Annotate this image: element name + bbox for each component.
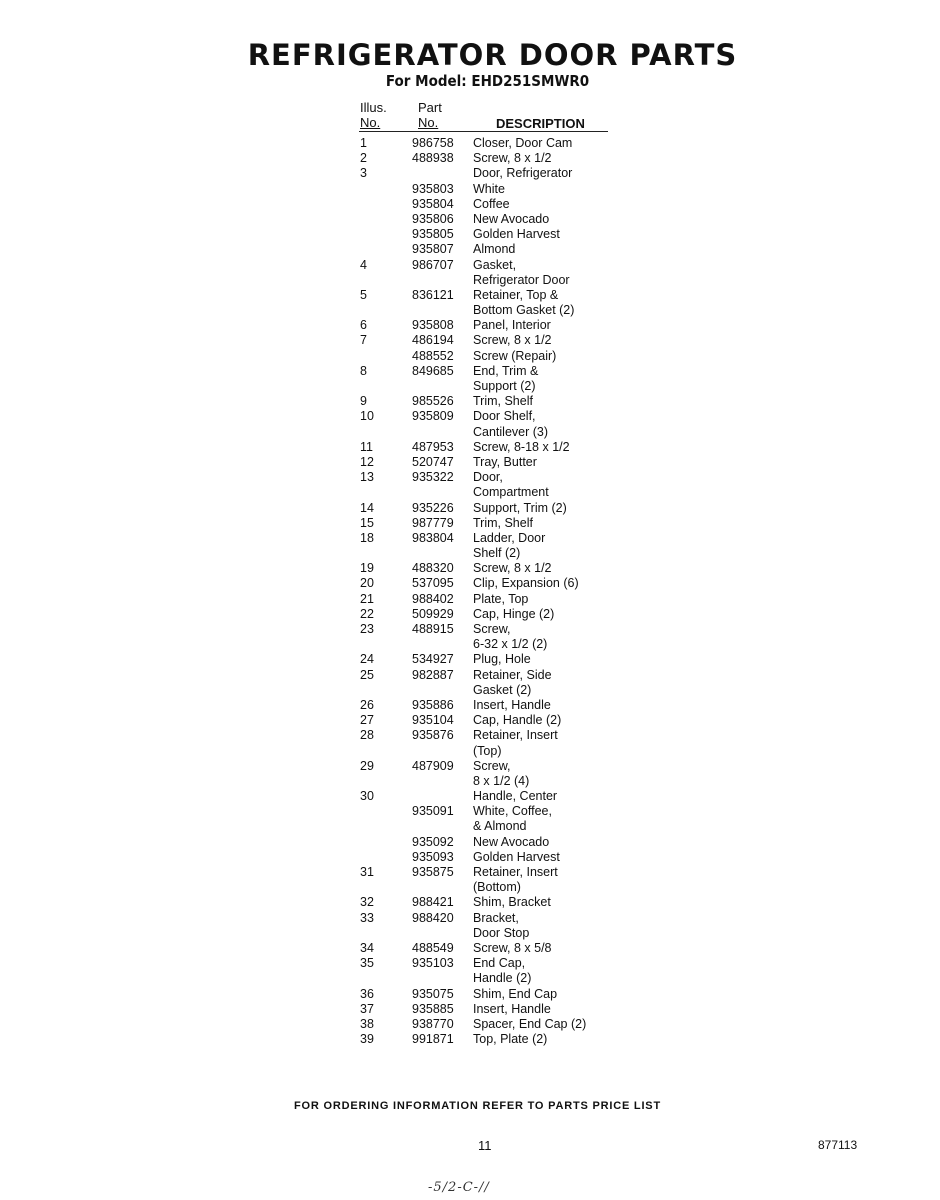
part-no-cell: 986758 xyxy=(412,136,454,150)
description-cell: 6-32 x 1/2 (2) xyxy=(473,637,548,652)
table-row xyxy=(360,713,660,728)
illus-no-cell xyxy=(360,197,412,212)
illus-no-cell: 30 xyxy=(360,789,374,804)
illus-no-cell: 27 xyxy=(360,713,374,728)
description-cell: Retainer, Side xyxy=(473,667,552,682)
description-cell: Screw, 8-18 x 1/2 xyxy=(473,439,570,454)
illus-no-cell: 7 xyxy=(360,333,367,348)
illus-no-cell: 29 xyxy=(360,758,374,773)
part-no-cell: 935322 xyxy=(412,470,454,485)
description-cell: End, Trim & xyxy=(473,363,539,378)
part-no-cell: 935803 xyxy=(412,181,454,196)
part-no-cell: 935075 xyxy=(412,986,454,1001)
table-row xyxy=(360,880,660,895)
description-cell: Tray, Butter xyxy=(473,454,537,469)
table-row xyxy=(360,865,660,880)
illus-no-cell: 21 xyxy=(360,591,374,606)
illus-no-cell xyxy=(360,242,412,257)
illus-no-cell xyxy=(360,637,412,652)
part-no-cell: 935103 xyxy=(412,956,454,971)
illus-no-cell xyxy=(360,182,412,197)
table-row xyxy=(360,698,660,713)
part-no-cell: 987779 xyxy=(412,515,454,530)
table-row xyxy=(360,182,660,197)
description-cell: Panel, Interior xyxy=(473,318,551,333)
table-row xyxy=(360,561,660,576)
table-row xyxy=(360,349,660,364)
table-row xyxy=(360,744,660,759)
table-row xyxy=(360,333,660,348)
table-row xyxy=(360,394,660,409)
illus-no-cell: 22 xyxy=(360,606,374,621)
description-cell: Clip, Expansion (6) xyxy=(473,576,579,591)
illus-no-cell: 19 xyxy=(360,561,374,576)
illus-no-cell: 38 xyxy=(360,1016,374,1031)
table-row xyxy=(360,318,660,333)
description-cell: Door, Refrigerator xyxy=(473,166,573,181)
part-no-cell: 935885 xyxy=(412,1001,454,1016)
description-cell: Cap, Hinge (2) xyxy=(473,606,555,621)
part-no-cell: 534927 xyxy=(412,652,454,667)
description-cell: Retainer, Top & xyxy=(473,287,559,302)
description-cell: White xyxy=(473,181,505,196)
description-cell: Support (2) xyxy=(473,379,536,393)
illus-no-cell xyxy=(360,212,412,227)
table-row xyxy=(360,364,660,379)
part-no-cell: 487909 xyxy=(412,758,454,773)
description-cell: Insert, Handle xyxy=(473,1001,551,1016)
illus-no-cell: 37 xyxy=(360,1001,374,1016)
illus-no-cell: 8 xyxy=(360,363,367,378)
description-cell: New Avocado xyxy=(473,834,550,849)
part-no-cell: 487953 xyxy=(412,439,454,454)
table-row xyxy=(360,850,660,865)
description-cell: Screw, 8 x 1/2 xyxy=(473,561,552,576)
table-row xyxy=(360,622,660,637)
description-cell: 8 x 1/2 (4) xyxy=(473,773,530,788)
part-no-cell: 935226 xyxy=(412,500,454,515)
part-no-cell: 537095 xyxy=(412,576,454,591)
illus-no-cell: 11 xyxy=(360,439,373,454)
part-no-cell: 935809 xyxy=(412,409,454,424)
illus-no-cell xyxy=(360,819,412,834)
description-cell: Screw, xyxy=(473,622,511,636)
illus-no-cell: 13 xyxy=(360,470,374,485)
description-cell: Door, xyxy=(473,470,503,485)
part-no-cell: 836121 xyxy=(412,287,454,302)
part-no-cell: 988421 xyxy=(412,895,454,910)
description-cell: Trim, Shelf xyxy=(473,515,533,530)
illus-no-cell xyxy=(360,273,412,288)
table-row xyxy=(360,409,660,424)
part-no-cell: 488938 xyxy=(412,151,454,166)
table-row xyxy=(360,546,660,561)
table-row xyxy=(360,273,660,288)
part-no-cell xyxy=(412,166,473,181)
illus-header-line2: No. xyxy=(360,115,381,130)
illus-no-cell: 32 xyxy=(360,895,374,910)
handwritten-note: -5/2-C-// xyxy=(428,1180,490,1195)
table-row xyxy=(360,501,660,516)
part-no-cell xyxy=(412,379,473,394)
illus-no-cell: 35 xyxy=(360,956,374,971)
part-no-cell xyxy=(412,683,473,698)
illus-no-cell xyxy=(360,850,412,865)
table-row xyxy=(360,242,660,257)
part-no-cell: 991871 xyxy=(412,1032,454,1047)
illus-no-cell xyxy=(360,379,412,394)
description-cell: Plug, Hole xyxy=(473,652,531,667)
description-cell: Plate, Top xyxy=(473,591,529,606)
table-row xyxy=(360,136,660,151)
part-no-cell: 935091 xyxy=(412,804,454,819)
table-row xyxy=(360,470,660,485)
table-row xyxy=(360,941,660,956)
description-cell: Gasket, xyxy=(473,257,517,272)
description-cell: Refrigerator Door xyxy=(473,272,570,287)
description-cell: White, Coffee, xyxy=(473,804,552,819)
table-row xyxy=(360,592,660,607)
illus-no-cell xyxy=(360,880,412,895)
illus-no-cell xyxy=(360,485,412,500)
illus-no-cell: 6 xyxy=(360,318,367,333)
description-cell: New Avocado xyxy=(473,211,550,226)
illus-header-line1: Illus. xyxy=(360,100,387,115)
description-cell: Compartment xyxy=(473,485,549,500)
illus-no-cell: 31 xyxy=(360,865,374,879)
part-no-cell: 935092 xyxy=(412,834,454,849)
illus-no-cell xyxy=(360,425,412,440)
part-no-cell xyxy=(412,789,473,804)
part-no-cell xyxy=(412,880,473,895)
description-header: DESCRIPTION xyxy=(496,116,585,131)
illus-no-cell: 4 xyxy=(360,257,367,272)
table-row xyxy=(360,166,660,181)
part-no-cell: 983804 xyxy=(412,530,454,545)
description-cell: Cantilever (3) xyxy=(473,424,549,439)
table-row xyxy=(360,440,660,455)
part-header-line1: Part xyxy=(418,100,442,115)
part-no-cell: 935876 xyxy=(412,728,454,743)
part-no-cell: 988402 xyxy=(412,591,454,606)
part-no-cell: 935808 xyxy=(412,318,454,333)
description-cell: Bottom Gasket (2) xyxy=(473,303,575,318)
parts-table xyxy=(360,136,660,1047)
part-no-cell: 935806 xyxy=(412,211,454,226)
illus-no-cell: 12 xyxy=(360,454,374,469)
description-cell: Closer, Door Cam xyxy=(473,136,573,150)
illus-no-cell: 24 xyxy=(360,652,374,667)
illus-no-cell xyxy=(360,349,412,364)
illus-no-cell xyxy=(360,804,412,819)
ordering-note: FOR ORDERING INFORMATION REFER TO PARTS PRICE LIST xyxy=(294,1100,661,1112)
part-no-cell: 935093 xyxy=(412,849,454,864)
description-cell: Retainer, Insert xyxy=(473,865,558,879)
illus-no-cell: 23 xyxy=(360,622,374,636)
table-row xyxy=(360,668,660,683)
part-no-cell xyxy=(412,774,473,789)
table-row xyxy=(360,516,660,531)
illus-no-cell xyxy=(360,303,412,318)
illus-no-cell xyxy=(360,835,412,850)
table-row xyxy=(360,212,660,227)
table-row xyxy=(360,987,660,1002)
table-row xyxy=(360,971,660,986)
illus-no-cell: 26 xyxy=(360,697,374,712)
part-no-cell: 849685 xyxy=(412,363,454,378)
illus-no-cell: 2 xyxy=(360,151,367,166)
part-no-cell: 982887 xyxy=(412,667,454,682)
description-cell: Gasket (2) xyxy=(473,682,532,697)
table-row xyxy=(360,759,660,774)
table-row xyxy=(360,835,660,850)
header-rule xyxy=(359,131,608,132)
description-cell: Screw, 8 x 1/2 xyxy=(473,333,552,348)
illus-no-cell xyxy=(360,926,412,941)
part-no-cell: 486194 xyxy=(412,333,454,348)
illus-no-cell: 18 xyxy=(360,530,374,545)
table-row xyxy=(360,1017,660,1032)
illus-no-cell: 34 xyxy=(360,940,374,955)
description-cell: Screw, 8 x 1/2 xyxy=(473,151,552,166)
table-row xyxy=(360,804,660,819)
table-row xyxy=(360,652,660,667)
table-row xyxy=(360,1032,660,1047)
description-cell: Shelf (2) xyxy=(473,546,521,561)
table-row xyxy=(360,956,660,971)
description-cell: & Almond xyxy=(473,819,527,834)
part-no-cell xyxy=(412,546,473,561)
table-row xyxy=(360,227,660,242)
part-no-cell: 986707 xyxy=(412,257,454,272)
illus-no-cell: 39 xyxy=(360,1032,374,1047)
part-no-cell: 935807 xyxy=(412,242,454,257)
table-row xyxy=(360,258,660,273)
table-row xyxy=(360,303,660,318)
illus-no-cell: 10 xyxy=(360,409,374,424)
table-row xyxy=(360,926,660,941)
description-cell: Cap, Handle (2) xyxy=(473,713,562,728)
illus-no-header xyxy=(360,100,387,130)
part-no-cell: 520747 xyxy=(412,454,454,469)
description-cell: Bracket, xyxy=(473,910,519,925)
table-row xyxy=(360,425,660,440)
part-no-cell xyxy=(412,273,473,288)
table-row xyxy=(360,576,660,591)
table-row xyxy=(360,1002,660,1017)
part-no-cell xyxy=(412,425,473,440)
illus-no-cell xyxy=(360,546,412,561)
table-row xyxy=(360,683,660,698)
description-cell: Top, Plate (2) xyxy=(473,1032,548,1047)
part-no-cell: 488552 xyxy=(412,348,454,363)
illus-no-cell: 25 xyxy=(360,667,374,682)
illus-no-cell: 1 xyxy=(360,136,367,150)
description-cell: Golden Harvest xyxy=(473,227,560,242)
part-no-cell: 935104 xyxy=(412,713,454,728)
part-no-cell: 935875 xyxy=(412,865,454,879)
table-row xyxy=(360,531,660,546)
description-cell: Handle, Center xyxy=(473,789,558,804)
description-cell: Shim, Bracket xyxy=(473,895,551,910)
description-cell: Trim, Shelf xyxy=(473,394,533,409)
part-no-cell: 509929 xyxy=(412,606,454,621)
illus-no-cell: 20 xyxy=(360,576,374,591)
part-no-cell: 488549 xyxy=(412,940,454,955)
description-cell: Support, Trim (2) xyxy=(473,500,567,515)
part-no-cell xyxy=(412,303,473,318)
table-row xyxy=(360,637,660,652)
description-cell: Retainer, Insert xyxy=(473,728,558,743)
part-no-cell: 935886 xyxy=(412,697,454,712)
model-subtitle: For Model: EHD251SMWR0 xyxy=(385,72,590,90)
part-no-cell xyxy=(412,637,473,652)
table-row xyxy=(360,197,660,212)
description-cell: Shim, End Cap xyxy=(473,986,558,1001)
part-no-cell: 988420 xyxy=(412,910,454,925)
table-row xyxy=(360,728,660,743)
part-no-cell: 938770 xyxy=(412,1016,454,1031)
description-cell: Ladder, Door xyxy=(473,530,546,545)
table-row xyxy=(360,151,660,166)
table-row xyxy=(360,485,660,500)
part-no-cell xyxy=(412,971,473,986)
illus-no-cell: 15 xyxy=(360,515,374,530)
description-cell: Insert, Handle xyxy=(473,697,551,712)
illus-no-cell: 36 xyxy=(360,986,374,1001)
illus-no-cell: 33 xyxy=(360,910,374,925)
illus-no-cell xyxy=(360,683,412,698)
part-no-cell: 935804 xyxy=(412,196,454,211)
table-row xyxy=(360,379,660,394)
illus-no-cell xyxy=(360,227,412,242)
description-cell: Handle (2) xyxy=(473,971,532,986)
part-no-cell xyxy=(412,744,473,759)
part-no-cell: 985526 xyxy=(412,394,454,409)
part-header-line2: No. xyxy=(418,115,439,130)
document-number: 877113 xyxy=(818,1138,858,1152)
illus-no-cell: 5 xyxy=(360,287,367,302)
table-row xyxy=(360,819,660,834)
part-no-header xyxy=(418,100,442,130)
description-cell: Screw, 8 x 5/8 xyxy=(473,940,552,955)
part-no-cell xyxy=(412,485,473,500)
table-row xyxy=(360,288,660,303)
illus-no-cell xyxy=(360,971,412,986)
table-row xyxy=(360,895,660,910)
part-no-cell: 935805 xyxy=(412,227,454,242)
part-no-cell: 488320 xyxy=(412,561,454,576)
description-cell: Spacer, End Cap (2) xyxy=(473,1016,587,1031)
part-no-cell xyxy=(412,926,473,941)
description-cell: Door Shelf, xyxy=(473,409,536,424)
description-cell: End Cap, xyxy=(473,956,526,971)
table-row xyxy=(360,455,660,470)
description-cell: Almond xyxy=(473,242,516,257)
table-row xyxy=(360,607,660,622)
description-cell: Coffee xyxy=(473,196,510,211)
part-no-cell: 488915 xyxy=(412,622,454,636)
table-row xyxy=(360,774,660,789)
table-row xyxy=(360,911,660,926)
description-cell: Screw, xyxy=(473,758,511,773)
illus-no-cell: 28 xyxy=(360,728,374,743)
illus-no-cell: 14 xyxy=(360,500,374,515)
description-cell: Screw (Repair) xyxy=(473,348,557,363)
illus-no-cell: 3 xyxy=(360,166,367,181)
page-number: 11 xyxy=(478,1138,492,1153)
illus-no-cell xyxy=(360,774,412,789)
description-cell: Golden Harvest xyxy=(473,849,560,864)
part-no-cell xyxy=(412,819,473,834)
table-row xyxy=(360,789,660,804)
description-cell: Door Stop xyxy=(473,925,530,940)
illus-no-cell xyxy=(360,744,412,759)
description-cell: (Top) xyxy=(473,743,502,758)
illus-no-cell: 9 xyxy=(360,394,367,409)
description-cell: (Bottom) xyxy=(473,880,521,895)
page-title: REFRIGERATOR DOOR PARTS xyxy=(247,38,738,72)
